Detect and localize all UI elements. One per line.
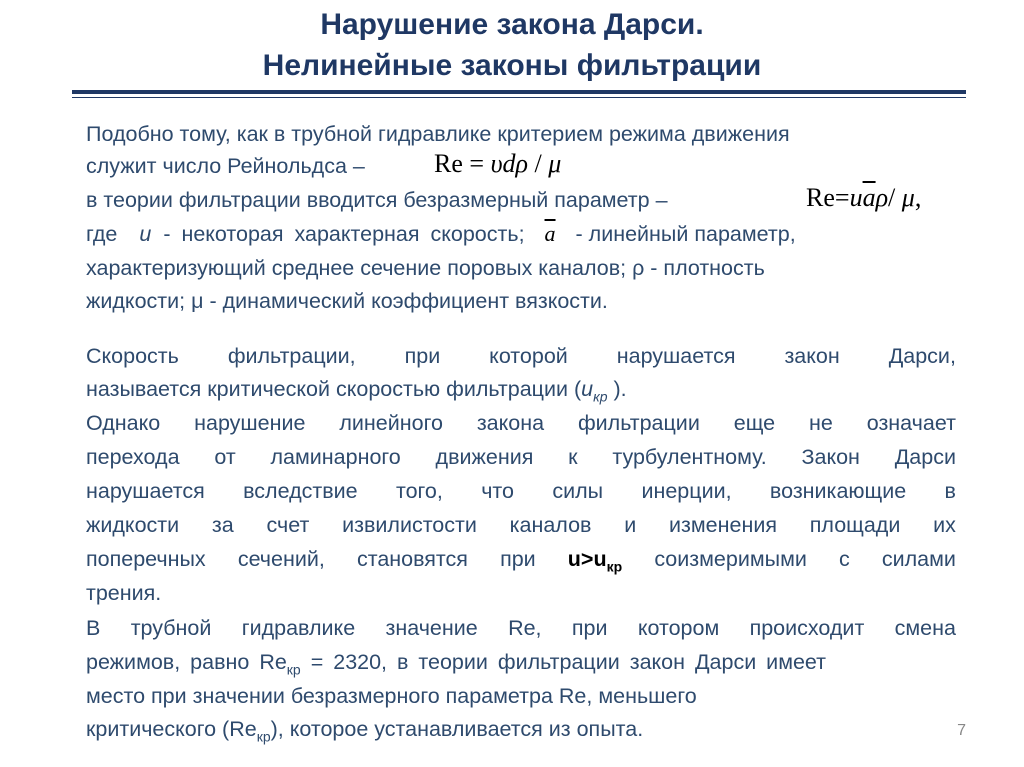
p4-line-2: режимов, равно $Re_{кр} = 2320$, в теории фильтрации закон Дарси имеет [86, 650, 827, 678]
a-bar-symbol: $\overline{a}$ [544, 221, 556, 246]
p3-line-2: перехода от ламинарного движения к турбулентному. Закон Дарси [86, 445, 956, 469]
slide-number: 7 [957, 722, 966, 739]
p1-line-4: где u - некоторая характерная скорость; $\overline{a}$ - линейный параметр, [86, 221, 796, 246]
critical-velocity-inequality: $u>u_{кр}$ [567, 547, 623, 575]
filtration-reynolds-formula: $Re=u\overline{a}\rho/$ μ, [806, 183, 922, 212]
title-divider-thin [72, 97, 966, 98]
p1-line-5: характеризующий среднее сечение поровых каналов; ρ - плотность [86, 256, 765, 280]
p1-line-6: жидкости; μ - динамический коэффициент вязкости. [86, 289, 608, 313]
p3-line-4: жидкости за счет извилистости каналов и изменения площади их [86, 513, 956, 537]
p2-line-2: называется критической скоростью фильтрации ($u_{кр}$ ). [86, 377, 627, 405]
title-divider-thick [72, 90, 966, 94]
p1-line-3: в теории фильтрации вводится безразмерный параметр – [86, 188, 668, 212]
p2-line-1: Скорость фильтрации, при которой нарушается закон Дарси, [86, 344, 956, 368]
title-line-1: Нарушение закона Дарси. [320, 8, 704, 41]
p4-line-1: В трубной гидравлике значение Re, при котором происходит смена [86, 616, 956, 640]
p4-line-3: место при значении безразмерного параметра Re, меньшего [86, 684, 697, 708]
p1-line-1: Подобно тому, как в трубной гидравлике критерием режима движения [86, 122, 790, 146]
p4-line-4: критического $(Re_{кр})$, которое устанавливается из опыта. [86, 717, 644, 745]
p3-line-1: Однако нарушение линейного закона фильтрации еще не означает [86, 411, 956, 435]
p3-line-6: трения. [86, 581, 162, 605]
p3-line-5: поперечных сечений, становятся при $u>u_{кр}$ соизмеримыми с силами [86, 543, 956, 575]
p1-line-2: служит число Рейнольдса – [86, 154, 365, 178]
reynolds-formula: Re = υdρ / μ [434, 149, 562, 178]
slide-title [0, 4, 1024, 86]
title-line-2: Нелинейные законы фильтрации [262, 49, 762, 82]
p3-line-3: нарушается вследствие того, что силы инерции, возникающие в [86, 479, 956, 503]
